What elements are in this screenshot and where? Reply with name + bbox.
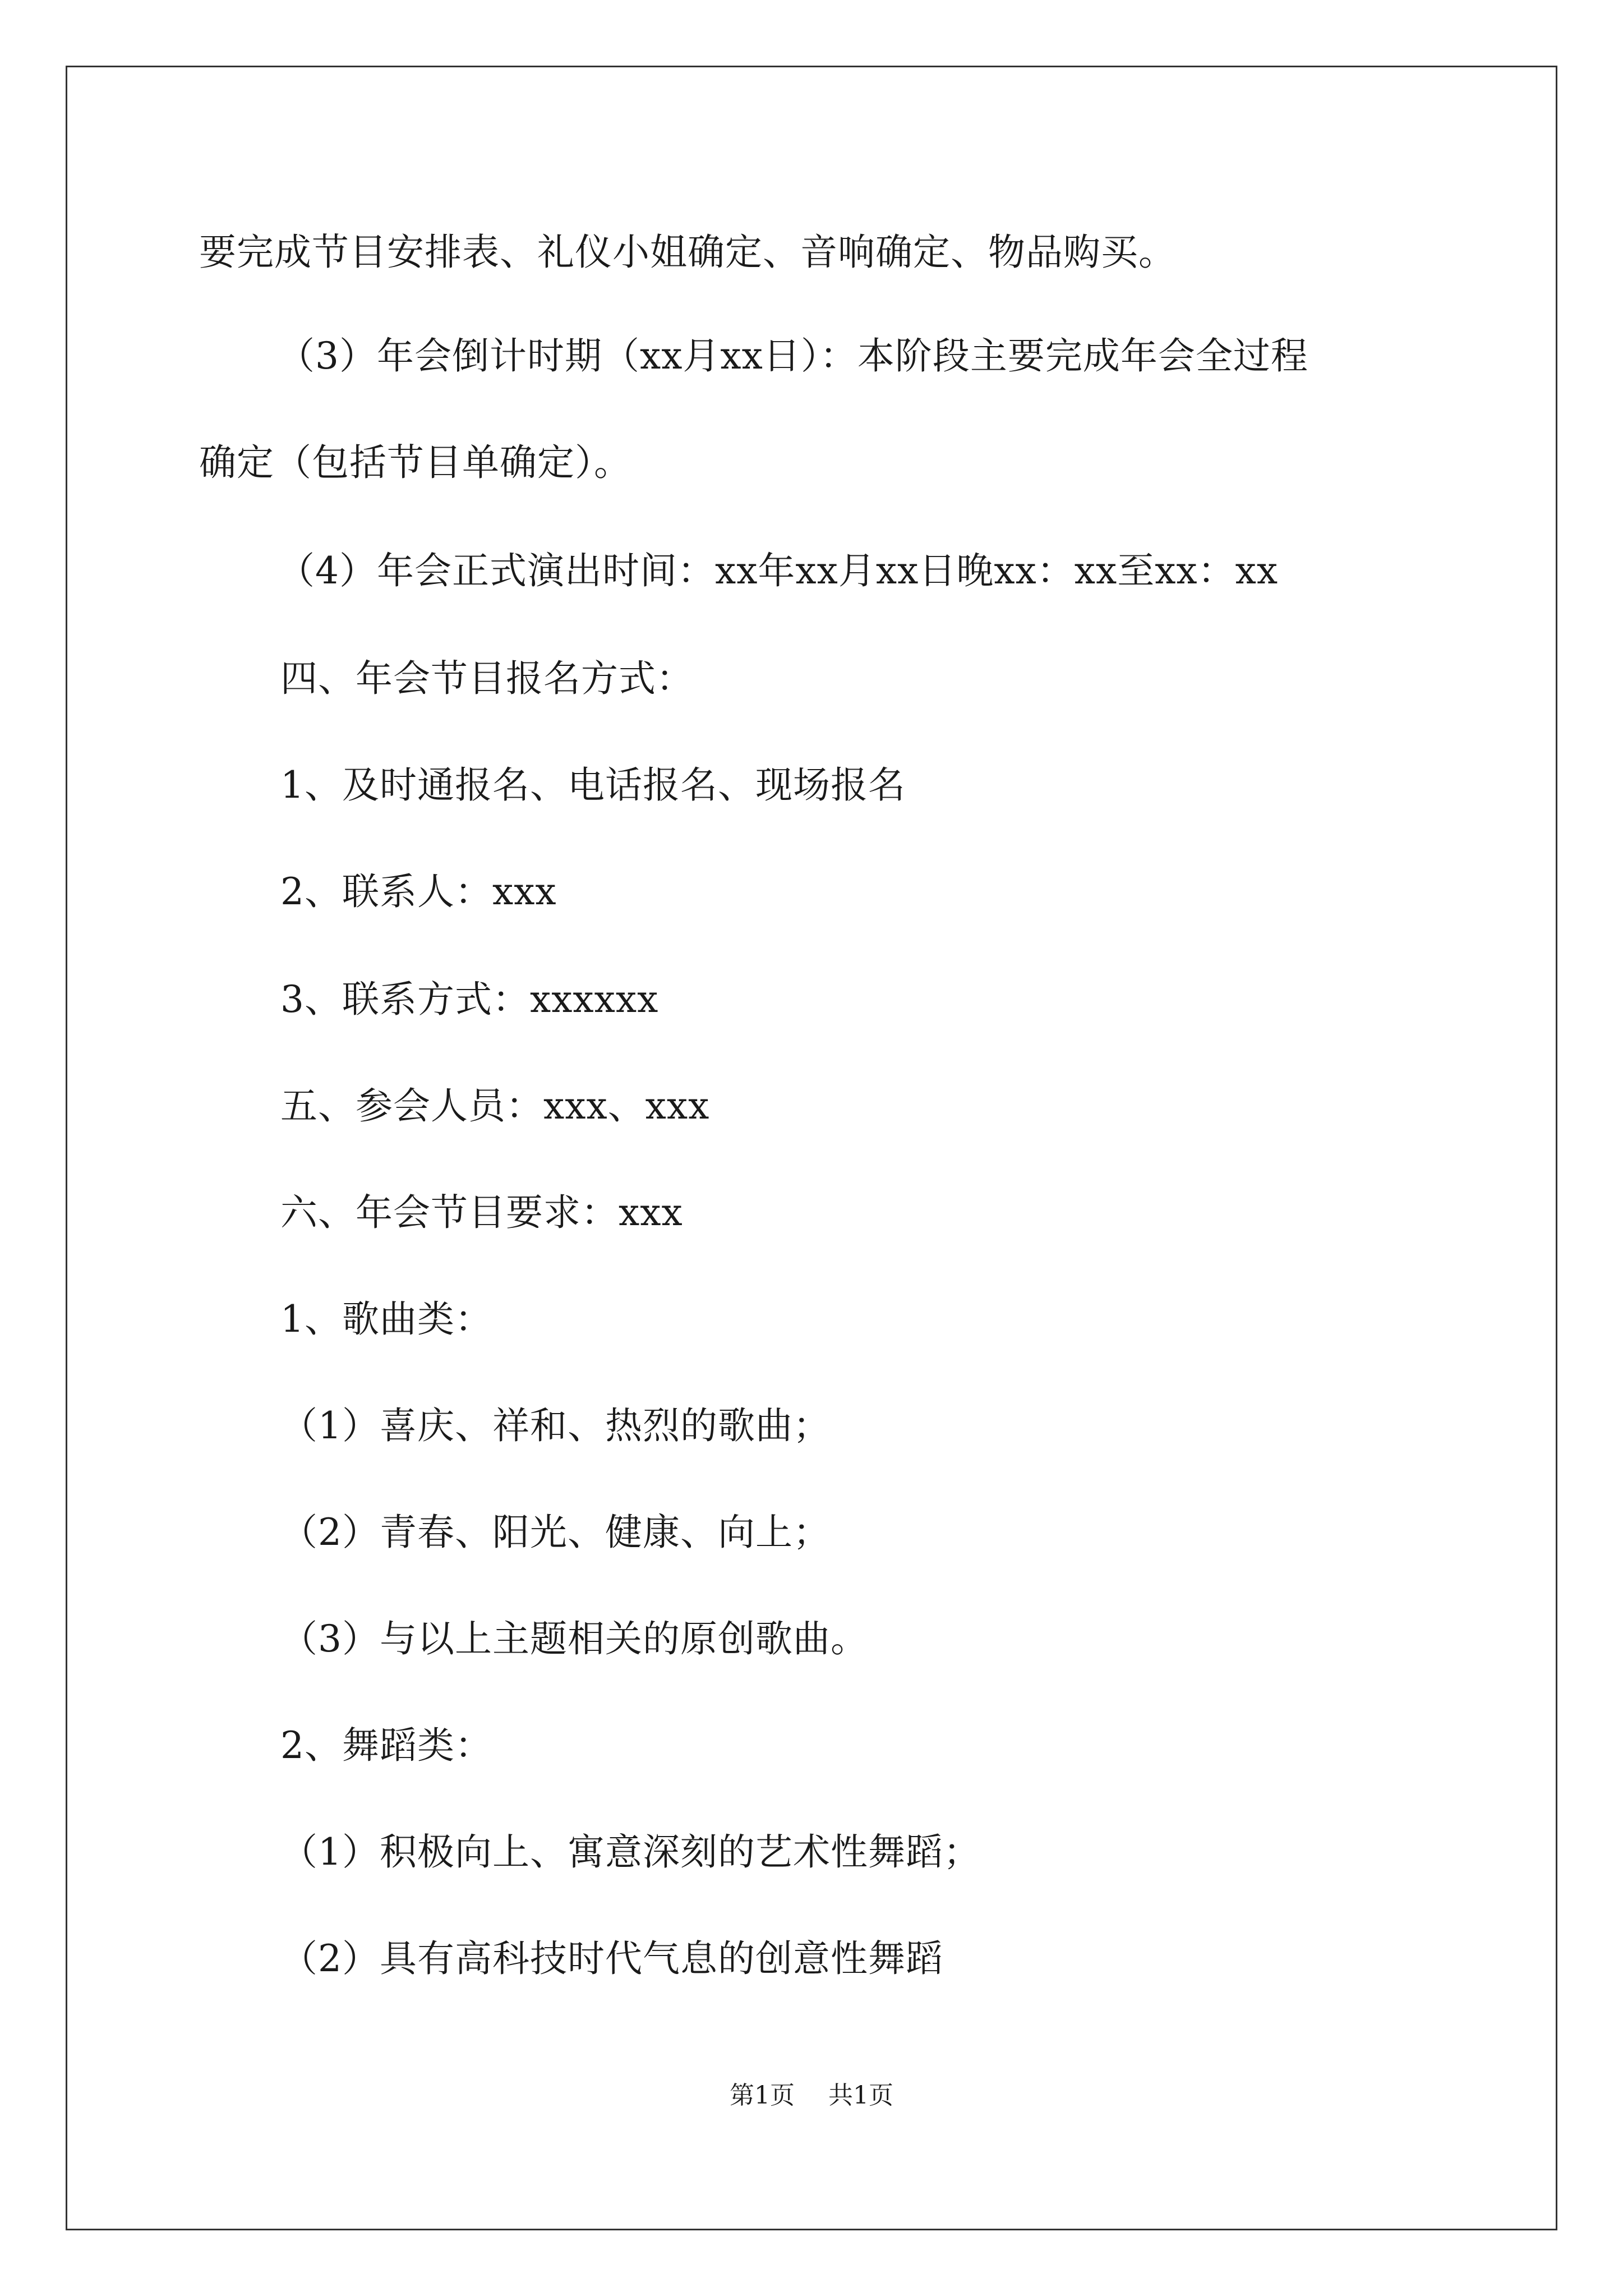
body-line-4: （4）年会正式演出时间：xx年xx月xx日晚xx：xx至xx：xx xyxy=(278,549,1279,592)
body-line-16: （1）积极向上、寓意深刻的艺术性舞蹈； xyxy=(280,1830,981,1874)
body-line-7: 2、联系人：xxx xyxy=(280,870,557,913)
page-number-total: 共1页 xyxy=(828,2081,893,2110)
body-line-1: 要完成节目安排表、礼仪小姐确定、音响确定、物品购买。 xyxy=(199,231,1176,274)
page-number-current: 第1页 xyxy=(730,2081,795,2110)
body-line-13: （2）青春、阳光、健康、向上； xyxy=(280,1511,831,1554)
body-line-6: 1、及时通报名、电话报名、现场报名 xyxy=(280,763,906,807)
page-frame xyxy=(66,66,1557,2230)
body-line-12: （1）喜庆、祥和、热烈的歌曲； xyxy=(280,1404,831,1447)
body-line-5: 四、年会节目报名方式： xyxy=(280,657,694,700)
page-footer xyxy=(0,2080,1623,2111)
body-line-14: （3）与以上主题相关的原创歌曲。 xyxy=(280,1617,868,1660)
body-line-2: （3）年会倒计时期（xx月xx日）：本阶段主要完成年会全过程 xyxy=(278,334,1308,378)
body-line-15: 2、舞蹈类： xyxy=(280,1724,492,1767)
body-line-10: 六、年会节目要求：xxx xyxy=(280,1191,683,1234)
body-line-11: 1、歌曲类： xyxy=(280,1297,492,1341)
body-line-17: （2）具有高科技时代气息的创意性舞蹈 xyxy=(280,1937,943,1980)
body-line-9: 五、参会人员：xxx、xxx xyxy=(280,1084,710,1128)
body-line-8: 3、联系方式：xxxxxx xyxy=(280,978,659,1021)
body-line-3: 确定（包括节目单确定）。 xyxy=(199,441,631,484)
